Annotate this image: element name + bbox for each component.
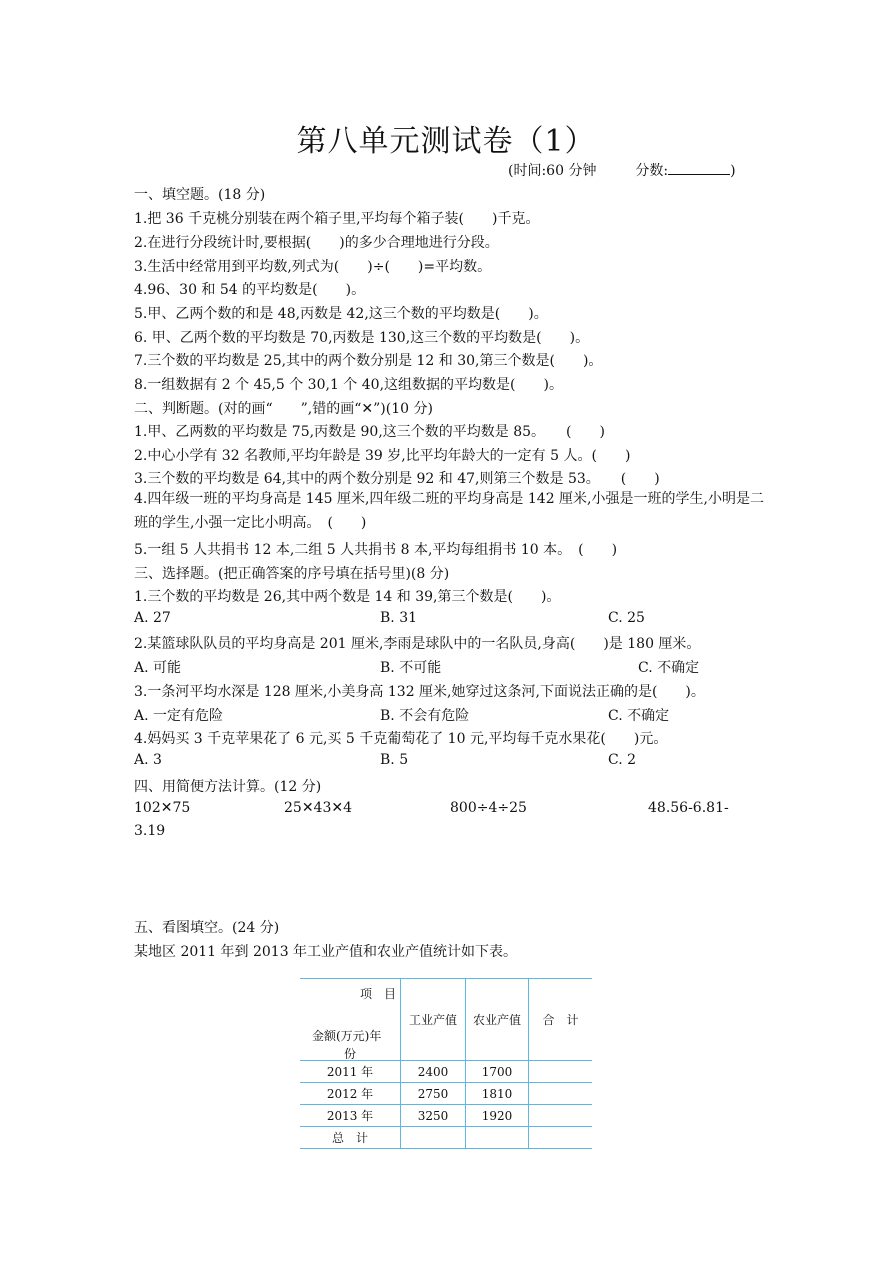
option-c: C. 不确定 — [608, 708, 670, 724]
s2-question-5: 5.一组 5 人共捐书 12 本,二组 5 人共捐书 8 本,平均每组捐书 10 本。 ( ) — [134, 542, 618, 558]
score-blank[interactable] — [668, 160, 730, 175]
s3-question-1: 1.三个数的平均数是 26,其中两个数是 14 和 39,第三个数是( )。 — [134, 589, 561, 605]
s1-question-3: 3.生活中经常用到平均数,列式为( )÷( )=平均数。 — [134, 259, 492, 275]
expression-4: 48.56-6.81- — [648, 800, 729, 816]
option-a: A. 一定有危险 — [134, 708, 224, 724]
table-row-total — [300, 1127, 592, 1149]
cell-grand-total[interactable] — [529, 1127, 593, 1149]
section-5-heading: 五、看图填空。(24 分) — [134, 920, 280, 936]
header-industrial: 工业产值 — [401, 979, 466, 1061]
header-agricultural: 农业产值 — [466, 979, 529, 1061]
s3-question-3: 3.一条河平均水深是 128 厘米,小美身高 132 厘米,她穿过这条河,下面说法正确的是( )。 — [134, 684, 705, 700]
section-1-heading: 一、填空题。(18 分) — [134, 187, 266, 203]
corner-header-cell — [300, 979, 401, 1061]
corner-item-label: 项 目 — [359, 987, 396, 1001]
score-label: 分数: — [635, 163, 669, 179]
cell-agricultural: 1920 — [466, 1105, 529, 1127]
s1-question-6: 6. 甲、乙两个数的平均数是 70,丙数是 130,这三个数的平均数是( )。 — [134, 330, 590, 346]
meta-close: ) — [730, 163, 736, 179]
cell-industrial: 2400 — [401, 1061, 466, 1083]
option-b: B. 31 — [380, 610, 418, 626]
expression-3: 800÷4÷25 — [450, 800, 527, 816]
cell-industrial: 2750 — [401, 1083, 466, 1105]
section-4-heading: 四、用简便方法计算。(12 分) — [134, 779, 322, 795]
corner-year-label: 份 — [344, 1047, 357, 1061]
cell-total[interactable] — [529, 1061, 593, 1083]
option-b: B. 不可能 — [380, 660, 442, 676]
expression-1: 102✕75 — [134, 800, 191, 816]
option-a: A. 27 — [134, 610, 171, 626]
time-label: (时间:60 分钟 — [508, 163, 597, 179]
cell-total[interactable] — [529, 1083, 593, 1105]
row-year: 2013 年 — [300, 1105, 401, 1127]
section-2-heading: 二、判断题。(对的画“ ”,错的画“✕”)(10 分) — [134, 401, 433, 417]
row-year: 2012 年 — [300, 1083, 401, 1105]
header-total: 合 计 — [529, 979, 593, 1061]
table-header-row — [300, 979, 592, 1061]
option-c: C. 不确定 — [638, 660, 700, 676]
s2-question-4: 4.四年级一班的平均身高是 145 厘米,四年级二班的平均身高是 142 厘米,小强是一班的学生,小明是二班的学生,小强一定比小明高。 ( ) — [134, 491, 764, 531]
option-a: A. 可能 — [134, 660, 182, 676]
cell-industrial-total[interactable] — [401, 1127, 466, 1149]
option-c: C. 2 — [608, 752, 637, 768]
page-title: 第八单元测试卷（1） — [296, 124, 596, 159]
table-row — [300, 1061, 592, 1083]
cell-industrial: 3250 — [401, 1105, 466, 1127]
cell-agricultural: 1700 — [466, 1061, 529, 1083]
table-row — [300, 1083, 592, 1105]
s1-question-4: 4.96、30 和 54 的平均数是( )。 — [134, 282, 366, 298]
option-c: C. 25 — [608, 610, 645, 626]
table-row — [300, 1105, 592, 1127]
cell-agricultural-total[interactable] — [466, 1127, 529, 1149]
s3-question-2: 2.某篮球队队员的平均身高是 201 厘米,李雨是球队中的一名队员,身高( )是 180 厘米。 — [134, 636, 701, 652]
row-year: 2011 年 — [300, 1061, 401, 1083]
s1-question-2: 2.在进行分段统计时,要根据( )的多少合理地进行分段。 — [134, 235, 499, 251]
section-3-heading: 三、选择题。(把正确答案的序号填在括号里)(8 分) — [134, 566, 450, 582]
s2-question-1: 1.甲、乙两数的平均数是 75,丙数是 90,这三个数的平均数是 85。 ( ) — [134, 424, 605, 440]
s2-question-3: 3.三个数的平均数是 64,其中的两个数分别是 92 和 47,则第三个数是 53。 ( ) — [134, 471, 660, 487]
s1-question-1: 1.把 36 千克桃分别装在两个箱子里,平均每个箱子装( )千克。 — [134, 211, 540, 227]
expression-2: 25✕43✕4 — [284, 800, 352, 816]
row-total-label: 总 计 — [300, 1127, 401, 1149]
s3-question-4: 4.妈妈买 3 千克苹果花了 6 元,买 5 千克葡萄花了 10 元,平均每千克水果花( )元。 — [134, 731, 668, 747]
corner-amount-label: 金额(万元)年 — [312, 1029, 382, 1043]
option-b: B. 5 — [380, 752, 409, 768]
s2-question-2: 2.中心小学有 32 名教师,平均年龄是 39 岁,比平均年龄大的一定有 5 人。( ) — [134, 448, 631, 464]
production-table — [300, 978, 592, 1149]
cell-agricultural: 1810 — [466, 1083, 529, 1105]
s1-question-7: 7.三个数的平均数是 25,其中的两个数分别是 12 和 30,第三个数是( )。 — [134, 353, 603, 369]
option-a: A. 3 — [134, 752, 162, 768]
table-intro: 某地区 2011 年到 2013 年工业产值和农业产值统计如下表。 — [134, 944, 518, 960]
expression-4-wrap: 3.19 — [134, 823, 166, 839]
option-b: B. 不会有危险 — [380, 708, 470, 724]
cell-total[interactable] — [529, 1105, 593, 1127]
time-score-line — [508, 160, 736, 180]
s1-question-5: 5.甲、乙两个数的和是 48,丙数是 42,这三个数的平均数是( )。 — [134, 306, 548, 322]
s1-question-8: 8.一组数据有 2 个 45,5 个 30,1 个 40,这组数据的平均数是( )。 — [134, 377, 563, 393]
